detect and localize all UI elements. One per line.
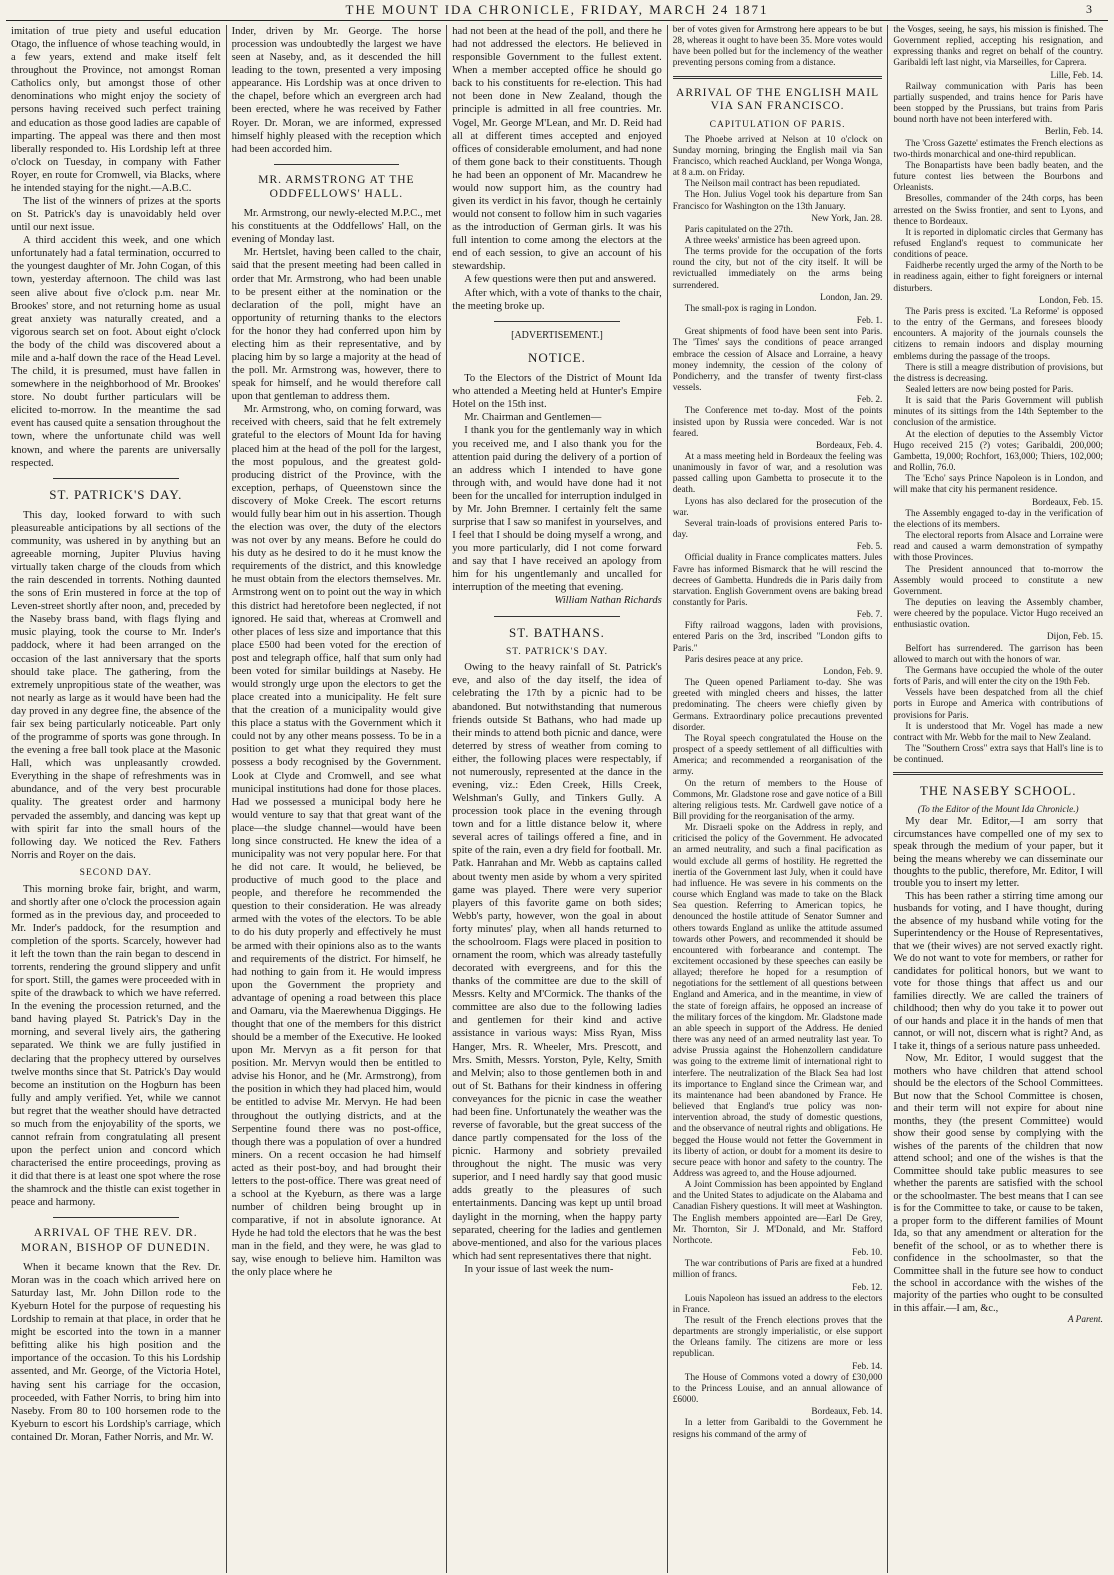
- news-paragraph: Fifty railroad waggons, laden with provisions, entered Paris on the 3rd, inscribed "London gifts to Paris.": [672, 621, 883, 654]
- dateline: London, Feb. 15.: [1039, 295, 1103, 306]
- news-paragraph: Faidherbe recently urged the army of the North to be in readiness again, either to fight foreigners or internal disturbers.: [893, 261, 1103, 294]
- news-paragraph: A three weeks' armistice has been agreed upon.: [684, 236, 861, 247]
- divider: [494, 616, 620, 617]
- news-paragraph: The Conference met to-day. Most of the points insisted upon by Russia were conceded. War is not feared.: [672, 406, 883, 439]
- dateline: Bordeaux, Feb. 15.: [1031, 497, 1103, 508]
- signature: A Parent.: [1067, 1315, 1103, 1326]
- news-paragraph: Several train-loads of provisions entered Paris to-day.: [672, 518, 883, 541]
- news-paragraph: The deputies on leaving the Assembly chamber, were cheered by the populace. Victor Hugo received an enthusiastic ovation.: [893, 597, 1103, 631]
- headline-armstrong: MR. ARMSTRONG AT THE ODDFELLOWS' HALL.: [258, 173, 415, 200]
- divider: [53, 1217, 179, 1218]
- dateline: London, Jan. 29.: [820, 292, 883, 303]
- page-number: 3: [1086, 2, 1094, 16]
- news-paragraph: At a mass meeting held in Bordeaux the feeling was unanimously in favor of war, and a resolution was passed calling upon Gambetta to prosecute it to the death.: [672, 451, 883, 496]
- news-paragraph: The 'Cross Gazette' estimates the French elections as two-thirds monarchical and one-third republican.: [893, 138, 1103, 160]
- news-paragraph: On the return of members to the House of Commons, Mr. Gladstone rose and gave notice of a Bill altering religious tests. Mr. Cardwell gave notice of a Bill providing for the reorganisation of the army.: [672, 778, 883, 822]
- dateline: Feb. 2.: [856, 395, 883, 406]
- news-paragraph: Sealed letters are now being posted for Paris.: [905, 385, 1074, 395]
- letter-paragraph: My dear Mr. Editor,—I am sorry that circumstances have compelled one of my sex to speak through the medium of your paper, but it being the means whereby we can disseminate our thoughts to the public, therefore, Mr. Editor, I will trouble you to insert my letter.: [893, 816, 1103, 890]
- article-paragraph: had not been at the head of the poll, and there he had not addressed the electors. He believed in responsible Government to the fullest extent. When a member accepted office he should go back to his constituents for re-election. This had not been done in New Zealand, though the principle is admitted in all free countries. Mr. Vogel, Mr. George M'Lean, and Mr. D. Reid had all at different times accepted and enjoyed offices of considerable emolument, and had none of them gone back to their constituents. Though he had been an opponent of Mr. Macandrew he would now support him, as the country had given its verdict in his favor, though he certainly would not consent to follow him in such vagaries as the introduction of German girls. It was his full intention to come among the electors at the end of each session, to give an account of his stewardship.: [452, 26, 662, 273]
- news-paragraph: Paris desires peace at any price.: [684, 654, 804, 665]
- article-paragraph: Inder, driven by Mr. George. The horse procession was undoubtedly the largest we have seen at Naseby, and, as it descended the hill leading to the town, presented a very imposing appearance. His Lordship was at once driven to the chapel, before which an evergreen arch had been erected, where he was received by Father Royer. Dr. Moran, we are informed, expressed himself highly pleased with the reception which had been accorded him.: [231, 26, 442, 155]
- news-paragraph: Paris capitulated on the 27th.: [684, 224, 793, 235]
- divider: [494, 321, 620, 322]
- article-paragraph: imitation of true piety and useful education Otago, the influence of whose teaching would, in a few years, extend and make itself felt throughout the Province, not amongst Roman Catholics only, but amongst those of other denominations who might enjoy the society of persons having received such perfect training and education as those good ladies are capable of imparting. The appeal was there and then most liberally responded to. His Lordship left at three o'clock on Tuesday, in company with Father Royer, en route for Cromwell, via Blacks, where he intended staying for the night.—A.B.C.: [11, 26, 221, 194]
- divider: [53, 478, 179, 479]
- news-paragraph: The Bonapartists have been badly beaten, and the future contest lies between the Bourbons and Orleanists.: [893, 160, 1103, 194]
- news-paragraph: The Royal speech congratulated the House on the prospect of a speedy settlement of all difficulties with America; and recommended a reorganisation of the army.: [672, 733, 883, 778]
- news-paragraph: Belfort has surrendered. The garrison has been allowed to march out with the honors of war.: [893, 643, 1103, 665]
- news-paragraph: The terms provide for the occupation of the forts round the city, but not of the city itself. It will be revictualled immediately on the arms being surrendered.: [672, 247, 883, 291]
- news-paragraph: Lyons has also declared for the prosecution of the war.: [672, 496, 883, 518]
- letter-paragraph: This has been rather a stirring time among our husbands for voting, and I have thought, during the absence of my husband while voting for the Superintendency or the House of Representatives, that we (their wives) are not served exactly right. We do not want to vote for members, or rather for candidates for political honors, but we want to vote for those things that affect us and our families directly. We are called the trainers of childhood; then why do you take it to power out of our hands and place it in the hands of men that cannot, or will not, discern what is right? And, as I take it, things of a serious nature pass unheeded.: [893, 890, 1103, 1052]
- headline-arrival-moran: ARRIVAL OF THE REV. DR. MORAN, BISHOP OF DUNEDIN.: [20, 1227, 211, 1254]
- news-paragraph: Great shipments of food have been sent into Paris. The 'Times' says the conditions of peace arranged embrace the cession of Alsace and Lorraine, a heavy money indemnity, the cession of the colony of Pondicherry, and the transfer of twenty first-class vessels.: [672, 327, 883, 394]
- column-4: [668, 25, 889, 1573]
- headline-st-bathans: ST. BATHANS.: [509, 624, 605, 640]
- masthead: [6, 0, 1108, 21]
- news-paragraph: The electoral reports from Alsace and Lorraine were read and caused a warm demonstration of sympathy with those Provinces.: [893, 531, 1103, 564]
- letter-paragraph: Now, Mr. Editor, I would suggest that the mothers who have children that attend school should be the electors of the School Committees. But now that the School Committee is chosen, and their term will not expire for about nine months, they (the present Committee) would show their good sense by complying with the wishes of the parents of the children that now attend school; and one of the wishes is that the Committee should take public measures to see whether the parents are satisfied with the school or the schoolmaster. The best means that I can see is for the Committee to take, or cause to be taken, a proper form to the different families of Mount Ida, so that any amendment or alteration for the benefit of the school, or as to whether there is confidence in the schoolmaster, so that the Committee shall in the future see how to conduct the school in accordance with the wishes of the majority of the parties who ought to be consulted in this affair.—I am, &c.,: [893, 1053, 1103, 1314]
- article-paragraph: When it became known that the Rev. Dr. Moran was in the coach which arrived here on Saturday last, Mr. John Dillon rode to the Kyeburn Hotel for the purpose of requesting his Lordship to remain at that place, in order that he might be escorted into the town in a manner befitting alike his high position and the importance of the occasion. To this his Lordship assented, and Mr. George, of the Victoria Hotel, having sent his carriage for the occasion, proceeded, with Father Norris, to bring him into Naseby. From 80 to 100 horsemen rode to the Kyeburn to escort his Lordship's carriage, which contained Dr. Moran, Father Norris, and Mr. W.: [11, 1261, 221, 1443]
- dateline: Berlin, Feb. 14.: [1044, 127, 1103, 138]
- news-paragraph: There is still a meagre distribution of provisions, but the distress is decreasing.: [893, 362, 1103, 384]
- article-paragraph: A third accident this week, and one which unfortunately had a fatal termination, occurred to the youngest daughter of Mr. John Cogan, of this town, yesterday afternoon. The child was last seen alive about five o'clock p.m. near Mr. Brookes' store, and not returning home as usual great anxiety was naturally created, and a vigorous search set on foot. About eight o'clock the body of the child was discovered about a mile and a-half down the race of the Head Level. The child, it is presumed, must have fallen in somewhere in the neighborhood of Mr. Brookes' store. No doubt further particulars will be elicited to-morrow. In the meantime the sad event has caused quite a sensation throughout the town, where the unfortunate child was well known, and where the parents are universally respected.: [11, 235, 221, 469]
- news-paragraph: Mr. Disraeli spoke on the Address in reply, and criticised the policy of the Government. He advocated an armed neutrality, and such a final pacification as would exclude all germs of hostility. He regretted the inertia of the Government last July, when it could have had influence. He was severe in his comments on the course which England was made to take on the Black Sea question. Referring to American topics, he denounced the hostile attitude of Senator Sumner and others towards England as unlike the attitude assumed towards other Powers, and recommended it should be encountered with forbearance and contempt. The excitement occasioned by these speeches can easily be allayed; therefore he hoped for a resumption of negotiations for the settlement of all questions between England and America, and in the meantime, in view of the state of foreign affairs, he opposed an increase of the military forces of the kingdom. Mr. Gladstone made an able speech in support of the Address. He denied there was any need of an armed neutrality last year. To advise Prussia against the Hohenzollern candidature was going to the extreme limit of international right to interfere. The neutralization of the Black Sea had lost its importance to England since the Crimean war, and its maintenance had been abandoned by France. He believed that England's true policy was non-intervention abroad, the study of domestic questions, and the observance of neutral rights and obligations. He begged the House would not fetter the Government in its liberty of action, or doubt for a moment its desire to secure peace with honor and safety to the country. The Address was agreed to, and the House adjourned.: [672, 823, 883, 1179]
- masthead-title: THE MOUNT IDA CHRONICLE, FRIDAY, MARCH 24 1871: [345, 2, 769, 17]
- news-paragraph: A Joint Commission has been appointed by England and the United States to adjudicate on the Alabama and Canadian Fishery questions. It will meet at Washington. The English members appointed are—Earl De Grey, Mr. Thornton, Sir J. M'Donald, and Mr. Stafford Northcote.: [672, 1180, 883, 1246]
- news-paragraph: Vessels have been despatched from all the chief ports in Europe and America with contributions of provisions for Paris.: [893, 688, 1103, 721]
- subheading-st-patricks: ST. PATRICK'S DAY.: [505, 646, 609, 657]
- news-paragraph: The President announced that to-morrow the Assembly would proceed to constitute a new Government.: [893, 564, 1103, 597]
- dateline: Feb. 5.: [856, 542, 883, 553]
- news-paragraph: It is understood that Mr. Vogel has made a new contract with Mr. Webb for the mail to New Zealand.: [893, 721, 1103, 743]
- headline-naseby-school: THE NASEBY SCHOOL.: [919, 783, 1077, 799]
- article-paragraph: This day, looked forward to with such pleasureable anticipations by all sections of the community, was ushered in by anything but an agreeable morning, Jupiter Pluvius having virtually taken charge of the clouds from which the rain descended in torrents. Nothing daunted the sons of Erin mustered in force at the top of Leven-street shortly after noon, and, preceded by the Naseby brass band, with flags flying and music playing, took the course to Mr. Inder's paddock, where it had been arranged on the occasion of the last anniversary that the sports should take place. The gathering, from the extremely unpropitious state of the weather, was not nearly as large as it would have been had the day proved in any degree fine, the absence of the fair sex being particularly noticeable. Part only of the programme of sports was gone through. In the evening a free ball took place at the Masonic Hall, which was unpleasantly crowded. Everything in the shape of refreshments was in abundance, and of the very best procurable quality. The greatest order and harmony pervaded the assembly, and dancing was kept up with spirit far into the small hours of the following day. We noticed the Rev. Fathers Norris and Royer on the dais.: [11, 509, 221, 861]
- dateline: Feb. 7.: [856, 610, 883, 621]
- news-paragraph: The war contributions of Paris are fixed at a hundred million of francs.: [672, 1259, 883, 1281]
- article-paragraph: Mr. Chairman and Gentlemen—: [464, 412, 602, 424]
- subheading-second-day: SECOND DAY.: [79, 867, 152, 878]
- news-paragraph: It is reported in diplomatic circles that Germany has refused England's request to communicate her conditions of peace.: [893, 227, 1103, 261]
- news-paragraph: The Hon. Julius Vogel took his departure from San Francisco for Washington on the 13th January.: [672, 190, 883, 212]
- dateline: Feb. 1.: [856, 316, 883, 327]
- news-paragraph: In a letter from Garibaldi to the Government he resigns his command of the army of: [672, 1418, 883, 1440]
- article-paragraph: I thank you for the gentlemanly way in which you received me, and I also thank you for the attention paid during the delivery of a portion of an address which I intended to have gone through with, and would have done had it not been for the uncalled for interruption indulged in by Mr. John Bremner. I certainly felt the same surprise that I saw so manifest in yourselves, and I feel that I should be doing myself a wrong, and you more particularly, did I not come forward and say that I have received an apology from him for his ungentlemanly and uncalled for interruption of the meeting that evening.: [452, 425, 662, 594]
- subheading-capitulation: CAPITULATION OF PARIS.: [709, 120, 846, 131]
- news-paragraph: The Phoebe arrived at Nelson at 10 o'clock on Sunday morning, bringing the English mail via San Francisco, which reached Auckland, per Wonga Wonga, at 8 a.m. on Friday.: [672, 134, 883, 179]
- column-3: [447, 25, 668, 1573]
- news-paragraph: Official duality in France complicates matters. Jules Favre has informed Bismarck that he will rescind the decrees of Gambetta. Hundreds die in Paris daily from starvation. English Government ovens are baking bread constantly for Paris.: [672, 553, 883, 609]
- dateline: London, Feb. 9.: [823, 666, 883, 677]
- article-paragraph: A few questions were then put and answered.: [464, 274, 656, 286]
- news-paragraph: The "Southern Cross" extra says that Hall's line is to be continued.: [893, 744, 1103, 766]
- letter-address: (To the Editor of the Mount Ida Chronicle.): [917, 804, 1079, 815]
- divider: [673, 76, 883, 79]
- headline-st-patricks-day: ST. PATRICK'S DAY.: [49, 486, 183, 502]
- news-paragraph: The House of Commons voted a dowry of £30,000 to the Princess Louise, and an annual allowance of £6000.: [672, 1372, 883, 1406]
- article-paragraph: Mr. Armstrong, who, on coming forward, was received with cheers, said that he felt extremely grateful to the electors of Mount Ida for having placed him at the head of the poll for the largest, the most populous, and the greatest gold-producing district of the Province, with the exception, perhaps, of Queenstown since the discovery of Moke Creek. The escort returns would fully bear him out in his assertion. Though the election was over, the duty of the electors was not over by any means. Before he could do his duty as he desired to do it he must know the requirements of the district, and this knowledge he must obtain from the electors themselves. Mr. Armstrong went on to point out the way in which this district had heretofore been neglected, if not ignored. He said that, whereas at Cromwell and other places of less size and importance that this place £500 had been voted for the erection of post and telegraph office, half that sum only had been voted for similar buildings at Naseby. He would strongly urge upon the electors to get the place created into a municipality. He felt sure that the creation of a municipality would give this place a status with the Government which it could not by any other means possess. To be in a position to get what they required they must possess a body recognised by the Government. Look at Clyde and Cromwell, and see what municipal institutions had done for those places. Had we possessed a municipal body here he would venture to say that that great want of the place—the sludge channel—would have been long since constructed. He knew the idea of a municipality was not very popular here. For that he did not care. It would, he believed, be productive of much good to the place and people, and therefore he recommended the question to their consideration. He was already armed with the votes of the electors. To be able to do his duty properly and effectively he must be armed with their opinions also as to the wants and requirements of the district. For himself, he had nothing to gain from it. He would impress upon the Government the propriety and advantage of opening a road between this place and Oamaru, via the Maerewhenua Diggings. He thought that one of the members for this district should be a member of the Executive. He looked upon Mr. Mervyn as a fit person for that position. Mr. Mervyn would then be entitled to advise his Honor, and he (Mr. Armstrong), from the position in which they had placed him, would be entitled to advise Mr. Mervyn. He had been throughout the outlying districts, and at the Serpentine found there was no post-office, though there was a population of over a hundred miners. On a recent occasion he had himself acted as their post-boy, and had brought their letters to the post-office. There was great need of a school at the Kyeburn, as there was a large number of children being brought up in comparative, if not in absolute ignorance. At Hyde he had told the electors that he was the best man in the field, and they were, he was glad to say, wise enough to believe him. Hamilton was the only place where he: [231, 404, 442, 1279]
- news-paragraph: At the election of deputies to the Assembly Victor Hugo received 215 (?) votes; Garibaldi, 200,000; Gambetta, 19,000; Rochfort, 163,000; Thiers, 102,000; and Rollin, 76.0.: [893, 429, 1103, 474]
- article-paragraph: Mr. Armstrong, our newly-elected M.P.C., met his constituents at the Oddfellows' Hall, on the evening of Monday last.: [231, 208, 442, 246]
- advertisement-label: [ADVERTISEMENT.]: [511, 329, 603, 341]
- article-paragraph: Mr. Hertslet, having been called to the chair, said that the present meeting had been called in order that Mr. Armstrong, who had been unable to be present either at the nomination or the declaration of the poll, might have an opportunity of returning thanks to the electors for the honor they had conferred upon him by electing him as their representative, and by placing him by so large a majority at the head of the poll. Mr. Armstrong was, however, there to speak for himself, and he would therefore call upon that gentleman to address them.: [231, 247, 442, 403]
- article-paragraph: To the Electors of the District of Mount Ida who attended a Meeting held at Hunter's Empire Hotel on the 15th inst.: [452, 373, 662, 411]
- article-paragraph: In your issue of last week the num-: [464, 1263, 614, 1275]
- article-paragraph: The list of the winners of prizes at the sports on St. Patrick's day is unavoidably held over until our next issue.: [11, 196, 221, 234]
- dateline: Feb. 14.: [852, 1361, 883, 1372]
- column-1: [6, 25, 227, 1573]
- news-paragraph: It is said that the Paris Government will publish minutes of its sittings from the 14th September to the conclusion of the armistice.: [893, 396, 1103, 429]
- dateline: Bordeaux, Feb. 4.: [816, 440, 883, 451]
- dateline: Dijon, Feb. 15.: [1046, 632, 1103, 643]
- dateline: Bordeaux, Feb. 14.: [811, 1407, 883, 1418]
- article-paragraph: After which, with a vote of thanks to the chair, the meeting broke up.: [452, 287, 662, 312]
- dateline: Lille, Feb. 14.: [1050, 70, 1103, 81]
- divider: [274, 164, 400, 165]
- news-paragraph: The Germans have occupied the whole of the outer forts of Paris, and will enter the city on the 19th Feb.: [893, 665, 1103, 688]
- article-paragraph: Owing to the heavy rainfall of St. Patrick's eve, and also of the day itself, the idea of celebrating the 17th by a picnic had to be abandoned. But notwithstanding that numerous friends outside St Bathans, who had made up their minds to attend both picnic and dance, were deterred by stress of weather from coming to either, the following places were respectably, if not numerously, represented at the dance in the evening, viz.: Eden Creek, Hills Creek, Welshman's Gully, and Tinkers Gully. A procession took place in the evening through town and for a little distance below it, where several acres of tailings offered a fine, and in spite of the rain, even a dry field for football. Mr. Patk. Hanrahan and Mr. Webb as captains called about twenty men aside by whom a very spirited game was played. There were very superior players of this favorite game on both sides; Webb's party, however, won the goal in about forty minutes' play, when all hands returned to the schoolroom. Flags were placed in position to ornament the room, which was already tastefully decorated with evergreens, and for this the thanks of the committee are due to the skill of Messrs. Kelty and M'Cormick. The thanks of the committee are also due to the following ladies and gentlemen for their kind and active assistance in various ways: Miss Ryan, Miss Hanger, Mrs. R. Wheeler, Mrs. Prescott, and Mrs. Smith, Messrs. Yorston, Pyle, Kelty, Smith and Melvin; also to those gentlemen both in and out of St. Bathans for their kindness in offering conveyances for the picnic in case the weather had been fine. Unfortunately the weather was the reverse of favorable, but the great success of the dance partly compensated for the loss of the picnic. Harmony and sobriety prevailed throughout the night. The music was very superior, and I need hardly say that good music adds greatly to the pleasures of such entertainments. Dancing was kept up until broad daylight in the morning, when the happy party separated, cheering for the ladies and gentlemen above-mentioned, and also for the various places which had sent representatives there that night.: [452, 662, 662, 1262]
- divider: [893, 772, 1103, 775]
- dateline: Feb. 12.: [852, 1282, 883, 1293]
- news-paragraph: The Paris press is excited. 'La Reforme' is opposed to the entry of the Germans, and foresees bloody encounters. A majority of the journals counsels the citizens to remain indoors and display mourning emblems during the passage of the troops.: [893, 306, 1103, 362]
- news-paragraph: Bresolles, commander of the 24th corps, has been arrested on the Swiss frontier, and sent to Lyons, and thence to Bordeaux.: [893, 194, 1103, 227]
- headline-english-mail: ARRIVAL OF THE ENGLISH MAIL VIA SAN FRANCISCO.: [676, 86, 880, 113]
- news-paragraph: the Vosges, seeing, he says, his mission is finished. The Government replied, accepting his resignation, and expressing thanks and regret on behalf of the country. Garibaldi left last night, via Marseilles, for Caprera.: [893, 25, 1103, 69]
- columns: [6, 25, 1108, 1573]
- dateline: Feb. 10.: [852, 1248, 883, 1259]
- column-5: [888, 25, 1108, 1573]
- news-paragraph: The Queen opened Parliament to-day. She was greeted with mingled cheers and hisses, the latter predominating. The cheers were chiefly given by Germans. Extraordinary police precautions prevented disorder.: [672, 678, 883, 733]
- news-paragraph: The Assembly engaged to-day in the verification of the elections of its members.: [893, 508, 1103, 530]
- news-paragraph: The small-pox is raging in London.: [684, 303, 817, 314]
- article-paragraph: ber of votes given for Armstrong here appears to be but 28, whereas it ought to have been 35. More votes would have been polled but for the inclemency of the weather preventing persons coming from a distance.: [672, 25, 883, 69]
- news-paragraph: Louis Napoleon has issued an address to the electors in France.: [672, 1293, 883, 1315]
- news-paragraph: The result of the French elections proves that the departments are strongly imperialistic, or else support the Orleans family. The citizens are more or less republican.: [672, 1316, 883, 1360]
- dateline: New York, Jan. 28.: [811, 213, 883, 224]
- column-2: [227, 25, 448, 1573]
- news-paragraph: The 'Echo' says Prince Napoleon is in London, and will make that city his permanent residence.: [893, 474, 1103, 496]
- article-paragraph: This morning broke fair, bright, and warm, and shortly after one o'clock the procession again formed as in the previous day, and proceeded to Mr. Inder's paddock, for the resumption and completion of the sports. Scarcely, however had it left the town than the rain began to descend in torrents, rendering the ground slippery and unfit for sport. Still, the games were proceeded with in spite of the drawback to which we have referred. In the evening the procession returned, and the band having played St. Patrick's Day in the morning, and several lively airs, the gathering separated. We think we are fully justified in declaring that the prophecy uttered by ourselves twelve months since that St. Patrick's Day would become an institution on the Hogburn has been fully and amply verified. Yet, while we cannot but regret that the weather should have detracted so much from the enjoyability of the sports, we cannot refrain from congratulating all present upon the perfect union and concord which characterised the entire proceedings, proving as it did that there is at least one spot where the rose the shamrock and the thistle can exist together in peace and harmony.: [11, 883, 221, 1209]
- news-paragraph: The Neilson mail contract has been repudiated.: [684, 179, 861, 190]
- signature: William Nathan Richards: [554, 595, 662, 607]
- headline-notice: NOTICE.: [528, 350, 586, 366]
- news-paragraph: Railway communication with Paris has been partially suspended, and trains hence for Paris have been stopped by the Prussians, but trains from Paris bound north have not been interfered with.: [893, 81, 1103, 126]
